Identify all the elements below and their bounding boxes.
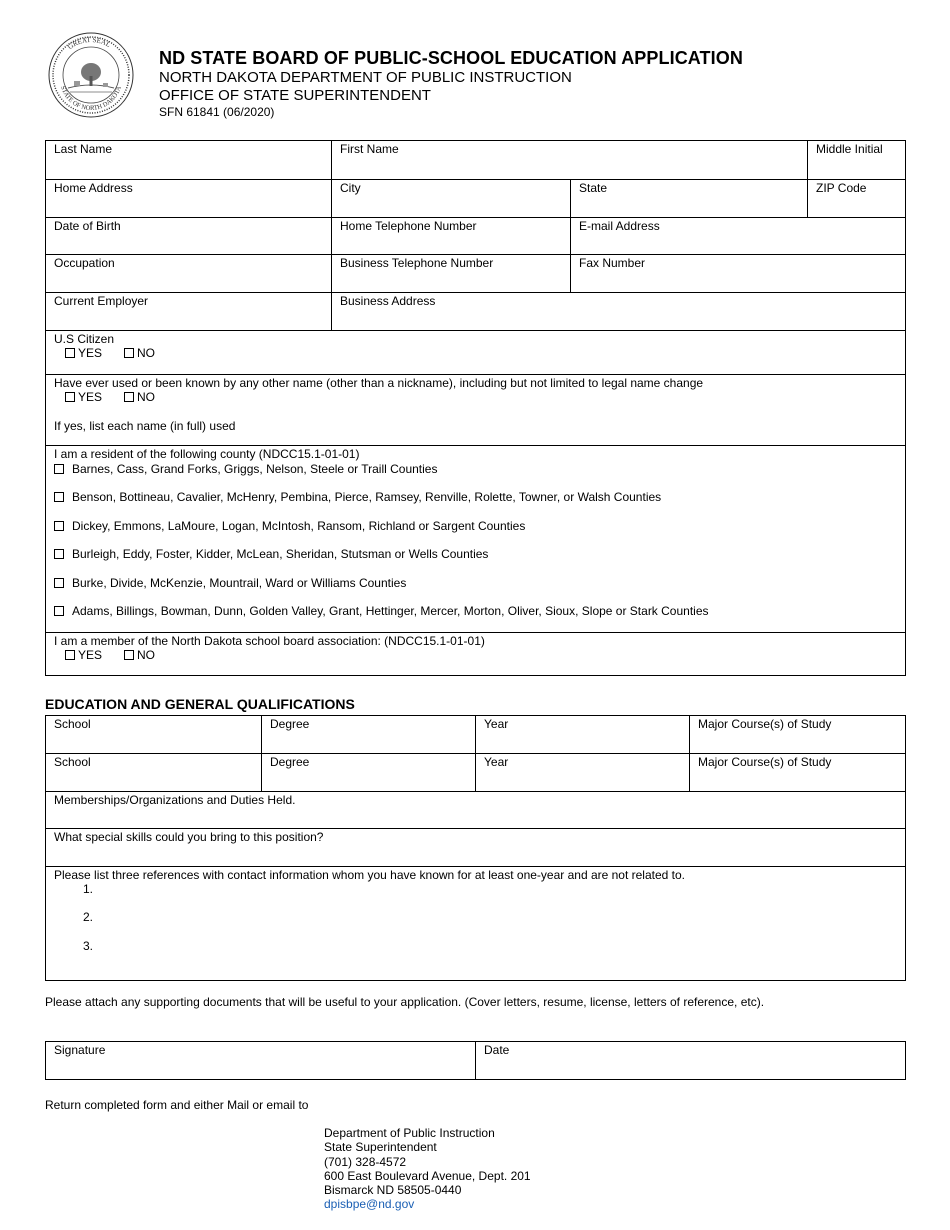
- form-number: SFN 61841 (06/2020): [159, 105, 275, 119]
- school-field[interactable]: [46, 716, 262, 754]
- reference-number: 2.: [83, 910, 94, 924]
- business-address-field[interactable]: [332, 293, 905, 331]
- no-label: NO: [137, 346, 155, 360]
- home-telephone-label: Home Telephone Number: [340, 219, 477, 233]
- city-field[interactable]: [332, 180, 571, 218]
- year-label: Year: [484, 717, 509, 731]
- reference-number: 1.: [83, 882, 94, 896]
- mailing-address: [324, 1126, 531, 1212]
- member-label: I am a member of the North Dakota school board association: (NDCC15.1-01-01): [54, 634, 485, 648]
- county-option[interactable]: [54, 604, 709, 618]
- address-line: State Superintendent: [324, 1140, 437, 1155]
- return-instructions: Return completed form and either Mail or email to: [45, 1098, 309, 1112]
- first-name-label: First Name: [340, 142, 399, 156]
- state-seal-logo: [48, 32, 134, 118]
- county-option-label: Burke, Divide, McKenzie, Mountrail, Ward or Williams Counties: [72, 576, 407, 590]
- address-line: 600 East Boulevard Avenue, Dept. 201: [324, 1168, 531, 1183]
- other-name-section: [46, 375, 905, 446]
- last-name-field[interactable]: [46, 141, 332, 180]
- date-of-birth-label: Date of Birth: [54, 219, 121, 233]
- signature-label: Signature: [54, 1043, 106, 1057]
- degree-label: Degree: [270, 755, 310, 769]
- us-citizen-yes[interactable]: [65, 346, 102, 360]
- member-no[interactable]: [124, 648, 155, 662]
- current-employer-label: Current Employer: [54, 294, 149, 308]
- no-label: NO: [137, 390, 155, 404]
- address-line: Department of Public Instruction: [324, 1126, 495, 1140]
- county-option-label: Burleigh, Eddy, Foster, Kidder, McLean, Sheridan, Stutsman or Wells Counties: [72, 547, 489, 561]
- school-label: School: [54, 755, 91, 769]
- form-title: ND STATE BOARD OF PUBLIC-SCHOOL EDUCATION APPLICATION: [159, 48, 743, 68]
- county-option[interactable]: [54, 462, 437, 476]
- current-employer-field[interactable]: [46, 293, 332, 331]
- checkbox-icon[interactable]: [54, 549, 64, 559]
- signature-field[interactable]: [46, 1042, 476, 1079]
- zip-code-field[interactable]: [808, 180, 905, 218]
- us-citizen-no[interactable]: [124, 346, 155, 360]
- major-field[interactable]: [690, 754, 905, 792]
- email-address-field[interactable]: [571, 218, 905, 255]
- year-field[interactable]: [476, 716, 690, 754]
- county-label: I am a resident of the following county (NDCC15.1-01-01): [54, 447, 360, 461]
- memberships-label: Memberships/Organizations and Duties Held.: [54, 793, 296, 807]
- svg-text:STATE OF NORTH DAKOTA: STATE OF NORTH DAKOTA: [59, 85, 123, 113]
- checkbox-icon[interactable]: [54, 578, 64, 588]
- special-skills-label: What special skills could you bring to this position?: [54, 830, 324, 844]
- state-field[interactable]: [571, 180, 808, 218]
- date-of-birth-field[interactable]: [46, 218, 332, 255]
- other-name-yes[interactable]: [65, 390, 102, 404]
- other-name-list-label: If yes, list each name (in full) used: [54, 419, 236, 433]
- checkbox-icon[interactable]: [54, 606, 64, 616]
- home-telephone-field[interactable]: [332, 218, 571, 255]
- degree-field[interactable]: [262, 716, 476, 754]
- memberships-field[interactable]: [46, 792, 905, 829]
- school-field[interactable]: [46, 754, 262, 792]
- county-section: [46, 446, 905, 633]
- degree-field[interactable]: [262, 754, 476, 792]
- fax-number-label: Fax Number: [579, 256, 646, 270]
- other-name-no[interactable]: [124, 390, 155, 404]
- checkbox-icon[interactable]: [124, 348, 134, 358]
- county-option[interactable]: [54, 547, 488, 561]
- school-label: School: [54, 717, 91, 731]
- county-option-label: Dickey, Emmons, LaMoure, Logan, McIntosh, Ransom, Richland or Sargent Counties: [72, 519, 526, 533]
- reference-number: 3.: [83, 939, 94, 953]
- date-label: Date: [484, 1043, 510, 1057]
- first-name-field[interactable]: [332, 141, 808, 180]
- business-telephone-field[interactable]: [332, 255, 571, 293]
- major-label: Major Course(s) of Study: [698, 717, 832, 731]
- date-field[interactable]: [476, 1042, 905, 1079]
- checkbox-icon[interactable]: [54, 464, 64, 474]
- county-option[interactable]: [54, 519, 525, 533]
- business-telephone-label: Business Telephone Number: [340, 256, 494, 270]
- member-yes[interactable]: [65, 648, 102, 662]
- home-address-label: Home Address: [54, 181, 133, 195]
- yes-label: YES: [78, 390, 103, 404]
- no-label: NO: [137, 648, 155, 662]
- attach-documents-note: Please attach any supporting documents that will be useful to your application. (Cover letters, resume, license, letters of reference, etc).: [45, 995, 765, 1009]
- yes-label: YES: [78, 648, 103, 662]
- address-line: Bismarck ND 58505-0440: [324, 1183, 462, 1198]
- major-label: Major Course(s) of Study: [698, 755, 832, 769]
- degree-label: Degree: [270, 717, 310, 731]
- year-field[interactable]: [476, 754, 690, 792]
- email-link[interactable]: dpisbpe@nd.gov: [324, 1197, 415, 1212]
- fax-number-field[interactable]: [571, 255, 905, 293]
- us-citizen-label: U.S Citizen: [54, 332, 115, 346]
- education-heading: EDUCATION AND GENERAL QUALIFICATIONS: [45, 696, 355, 712]
- personal-info-section: [45, 140, 906, 676]
- checkbox-icon[interactable]: [54, 521, 64, 531]
- other-name-label: Have ever used or been known by any other name (other than a nickname), including but not limited to legal name change: [54, 376, 704, 390]
- checkbox-icon[interactable]: [124, 650, 134, 660]
- state-label: State: [579, 181, 608, 195]
- middle-initial-field[interactable]: [808, 141, 905, 180]
- major-field[interactable]: [690, 716, 905, 754]
- email-address-label: E-mail Address: [579, 219, 660, 233]
- address-line: (701) 328-4572: [324, 1154, 407, 1169]
- special-skills-field[interactable]: [46, 829, 905, 867]
- office-name: OFFICE OF STATE SUPERINTENDENT: [159, 87, 431, 104]
- education-section: [45, 715, 906, 981]
- department-name: NORTH DAKOTA DEPARTMENT OF PUBLIC INSTRUCTION: [159, 69, 572, 86]
- svg-text:GREAT SEAL: GREAT SEAL: [66, 35, 112, 52]
- business-address-label: Business Address: [340, 294, 436, 308]
- middle-initial-label: Middle Initial: [816, 142, 883, 156]
- references-field[interactable]: [46, 867, 905, 980]
- zip-code-label: ZIP Code: [816, 181, 867, 195]
- checkbox-icon[interactable]: [65, 392, 75, 402]
- member-section: [46, 633, 905, 675]
- occupation-field[interactable]: [46, 255, 332, 293]
- county-option[interactable]: [54, 490, 661, 504]
- checkbox-icon[interactable]: [65, 348, 75, 358]
- home-address-field[interactable]: [46, 180, 332, 218]
- county-option-label: Adams, Billings, Bowman, Dunn, Golden Valley, Grant, Hettinger, Mercer, Morton, Oliver, Sioux, Slope or Stark Counties: [72, 604, 709, 618]
- checkbox-icon[interactable]: [65, 650, 75, 660]
- year-label: Year: [484, 755, 509, 769]
- references-label: Please list three references with contact information whom you have known for at least one-year and are not related to.: [54, 868, 686, 882]
- signature-section: [45, 1041, 906, 1080]
- last-name-label: Last Name: [54, 142, 113, 156]
- city-label: City: [340, 181, 361, 195]
- county-option-label: Benson, Bottineau, Cavalier, McHenry, Pembina, Pierce, Ramsey, Renville, Rolette, Towner, or Walsh Counties: [72, 490, 662, 504]
- yes-label: YES: [78, 346, 103, 360]
- us-citizen-section: [46, 331, 905, 375]
- county-option-label: Barnes, Cass, Grand Forks, Griggs, Nelson, Steele or Traill Counties: [72, 462, 438, 476]
- occupation-label: Occupation: [54, 256, 115, 270]
- county-option[interactable]: [54, 576, 406, 590]
- checkbox-icon[interactable]: [54, 492, 64, 502]
- checkbox-icon[interactable]: [124, 392, 134, 402]
